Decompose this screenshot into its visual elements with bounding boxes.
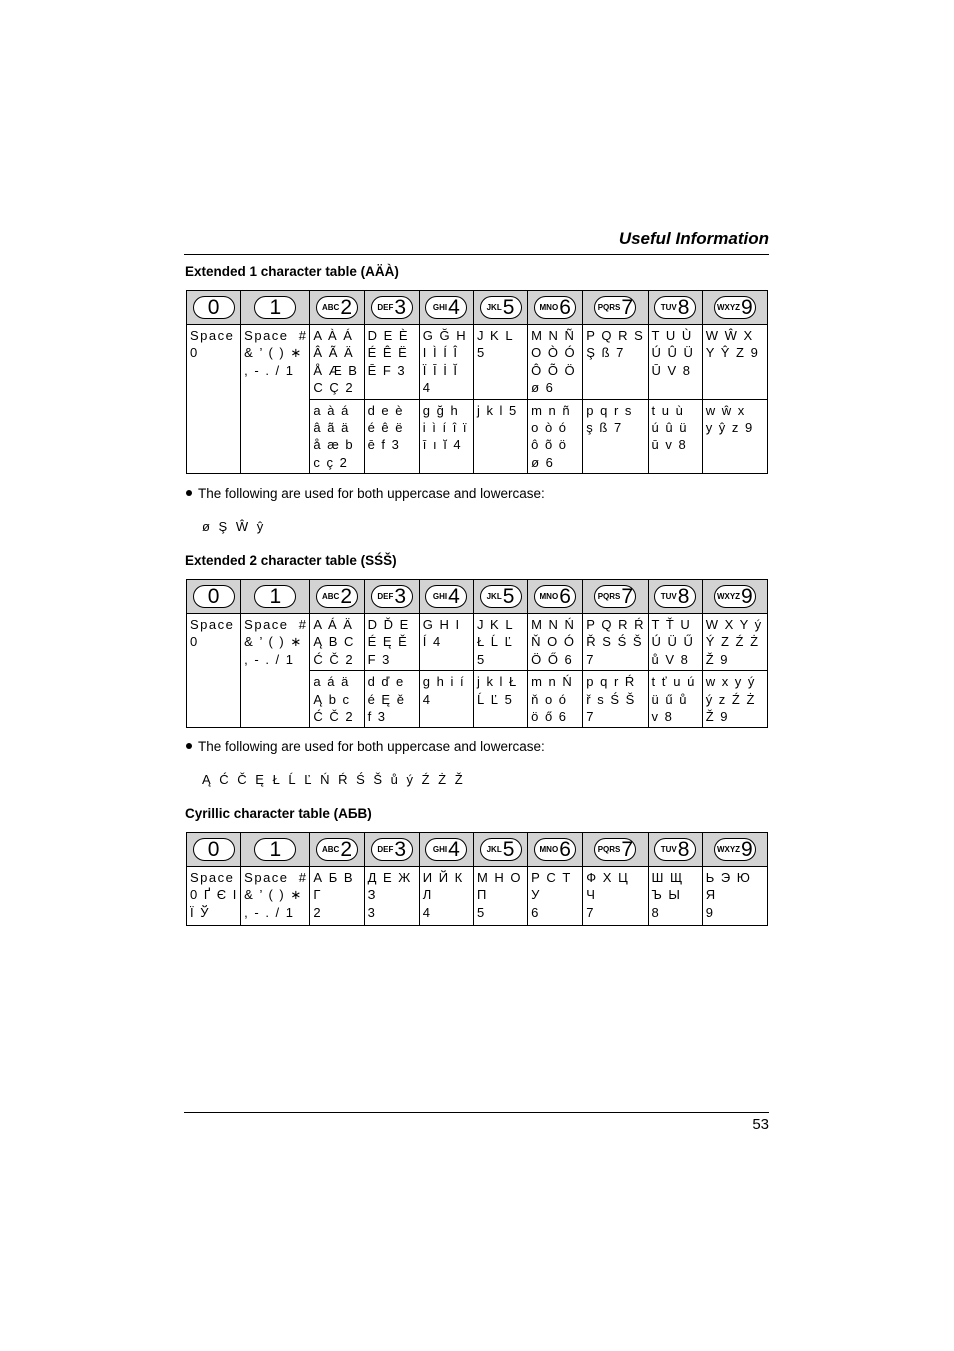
key-cell-6 <box>528 580 583 614</box>
cell-key-5-lower: j k l Ł Ĺ Ľ 5 <box>473 671 527 728</box>
cell-key-3-lower: d e è é ê ë ē f 3 <box>364 399 419 474</box>
cyrillic-character-table <box>186 832 768 926</box>
key-4-icon <box>425 585 467 608</box>
cell-key-5: М Н О П 5 <box>473 867 527 926</box>
page-number: 53 <box>752 1116 769 1133</box>
cell-key-6-upper: M N Ñ O Ò Ó Ô Õ Ö ø 6 <box>528 325 583 400</box>
key-cell-2 <box>310 580 364 614</box>
cell-key-8-upper: T Ť U Ú Ü Ű ů V 8 <box>648 614 702 671</box>
key-digit: 8 <box>677 584 690 608</box>
key-3-icon <box>371 838 413 861</box>
key-cell-4 <box>419 291 473 325</box>
key-letters: JKL <box>486 591 502 601</box>
cell-key-0: Space 0 <box>187 614 241 728</box>
key-cell-4 <box>419 580 473 614</box>
key-4-icon <box>425 838 467 861</box>
cell-key-7: Ф Х Ц Ч 7 <box>583 867 648 926</box>
key-digit: 0 <box>207 837 220 861</box>
key-letters: DEF <box>377 591 394 601</box>
key-digit: 9 <box>741 837 753 861</box>
key-letters: TUV <box>660 844 677 854</box>
table2-shared-characters: Ą Ć Č Ę Ł Ĺ Ľ Ń Ŕ Ś Š ů ý Ź Ż Ž <box>202 772 466 787</box>
key-6-icon <box>534 585 576 608</box>
key-letters: MNO <box>539 844 559 854</box>
note-text: The following are used for both uppercase and lowercase: <box>198 739 545 754</box>
cell-key-7-lower: p q r s ş ß 7 <box>583 399 648 474</box>
cell-key-4-upper: G Ğ H I Ì Í Î Ï Ī İ Ĭ 4 <box>419 325 473 400</box>
key-2-icon <box>316 585 358 608</box>
key-9-icon <box>714 585 756 608</box>
key-0-icon <box>193 296 235 319</box>
key-cell-4 <box>419 833 473 867</box>
cell-key-2: А Б В Г 2 <box>310 867 364 926</box>
key-6-icon <box>534 838 576 861</box>
key-cell-9 <box>702 833 767 867</box>
uppercase-row <box>187 325 768 400</box>
key-row <box>187 833 768 867</box>
key-digit: 5 <box>502 295 515 319</box>
key-3-icon <box>371 585 413 608</box>
key-digit: 7 <box>621 584 634 608</box>
key-cell-9 <box>702 291 767 325</box>
key-digit: 4 <box>448 295 460 319</box>
key-digit: 0 <box>207 584 220 608</box>
cell-key-9-upper: W X Y ý Ý Z Ź Ż Ž 9 <box>702 614 767 671</box>
key-cell-7 <box>583 580 648 614</box>
cell-key-0: Space 0 <box>187 325 241 474</box>
key-cell-1 <box>241 833 310 867</box>
key-letters: ABC <box>321 591 340 601</box>
key-letters: TUV <box>660 591 677 601</box>
key-cell-8 <box>648 291 702 325</box>
table3-title: Cyrillic character table (АБВ) <box>185 806 372 821</box>
key-digit: 3 <box>394 837 407 861</box>
key-cell-6 <box>528 291 583 325</box>
key-letters: GHI <box>432 844 448 854</box>
key-cell-2 <box>310 291 364 325</box>
key-0-icon <box>193 585 235 608</box>
key-letters: PQRS <box>597 591 621 601</box>
key-cell-3 <box>364 580 419 614</box>
page-header <box>184 228 769 255</box>
key-digit: 1 <box>269 295 282 319</box>
key-7-icon <box>594 585 636 608</box>
key-cell-0 <box>187 580 241 614</box>
key-cell-8 <box>648 833 702 867</box>
key-9-icon <box>714 296 756 319</box>
cell-key-4-lower: g ğ h i ì í î ï ī ı ĭ 4 <box>419 399 473 474</box>
cell-key-5-lower: j k l 5 <box>473 399 527 474</box>
key-digit: 2 <box>340 584 352 608</box>
cell-key-9: Ь Э Ю Я 9 <box>702 867 767 926</box>
character-row <box>187 867 768 926</box>
cell-key-2-lower: a à á â ã ä å æ b c ç 2 <box>310 399 364 474</box>
key-letters: TUV <box>660 302 677 312</box>
key-digit: 5 <box>502 837 515 861</box>
cell-key-8-upper: T U Ù Ú Û Ü Ū V 8 <box>648 325 702 400</box>
key-digit: 0 <box>207 295 220 319</box>
cell-key-7-upper: P Q R Ŕ Ř S Ś Š 7 <box>583 614 648 671</box>
cell-key-8-lower: t ť u ú ü ű ů v 8 <box>648 671 702 728</box>
cell-key-2-upper: A À Á Â Ã Ä Å Æ B C Ç 2 <box>310 325 364 400</box>
key-letters: PQRS <box>597 302 621 312</box>
key-digit: 3 <box>394 584 407 608</box>
table1-title: Extended 1 character table (AÄÀ) <box>185 264 399 279</box>
cell-key-4-lower: g h i í 4 <box>419 671 473 728</box>
key-cell-3 <box>364 291 419 325</box>
key-digit: 6 <box>559 837 571 861</box>
table1-note <box>186 486 545 501</box>
bullet-icon <box>186 743 192 749</box>
key-1-icon <box>254 838 296 861</box>
cell-key-9-lower: w ŵ x y ŷ z 9 <box>702 399 767 474</box>
key-5-icon <box>480 838 522 861</box>
cell-key-2-upper: A Á Ä Ą B C Ć Č 2 <box>310 614 364 671</box>
key-letters: WXYZ <box>716 844 741 854</box>
key-3-icon <box>371 296 413 319</box>
cell-key-8: Ш Щ Ъ Ы 8 <box>648 867 702 926</box>
key-digit: 9 <box>741 295 753 319</box>
cell-key-8-lower: t u ù ú û ü ū v 8 <box>648 399 702 474</box>
key-2-icon <box>316 838 358 861</box>
key-7-icon <box>594 838 636 861</box>
key-5-icon <box>480 585 522 608</box>
key-5-icon <box>480 296 522 319</box>
cell-key-9-lower: w x y ý ý z Ź Ż Ž 9 <box>702 671 767 728</box>
key-1-icon <box>254 296 296 319</box>
key-cell-5 <box>473 291 527 325</box>
key-row <box>187 291 768 325</box>
key-digit: 9 <box>741 584 753 608</box>
key-letters: GHI <box>432 302 448 312</box>
key-letters: ABC <box>321 844 340 854</box>
cell-key-3-upper: D Ď E É Ę Ě F 3 <box>364 614 419 671</box>
cell-key-6-lower: m n Ń ň o ó ö ő 6 <box>528 671 583 728</box>
key-letters: WXYZ <box>716 591 741 601</box>
key-1-icon <box>254 585 296 608</box>
cell-key-0: Space 0 Ґ Є І Ї Ў <box>187 867 241 926</box>
key-letters: MNO <box>539 591 559 601</box>
key-7-icon <box>594 296 636 319</box>
bullet-icon <box>186 490 192 496</box>
key-9-icon <box>714 838 756 861</box>
key-digit: 5 <box>502 584 515 608</box>
key-digit: 4 <box>448 837 460 861</box>
key-6-icon <box>534 296 576 319</box>
cell-key-1: Space # & ’ ( ) ∗ , - . / 1 <box>241 614 310 728</box>
key-digit: 7 <box>621 295 634 319</box>
cell-key-9-upper: W Ŵ X Y Ŷ Z 9 <box>702 325 767 400</box>
key-letters: DEF <box>377 302 394 312</box>
cell-key-3-lower: d ď e é Ę ě f 3 <box>364 671 419 728</box>
key-2-icon <box>316 296 358 319</box>
key-digit: 6 <box>559 584 571 608</box>
table2-title: Extended 2 character table (SŚŠ) <box>185 553 397 568</box>
key-cell-0 <box>187 291 241 325</box>
key-digit: 2 <box>340 295 352 319</box>
key-digit: 2 <box>340 837 352 861</box>
extended1-character-table <box>186 290 768 474</box>
key-cell-7 <box>583 833 648 867</box>
cell-key-4-upper: G H I Í 4 <box>419 614 473 671</box>
key-letters: PQRS <box>597 844 621 854</box>
note-text: The following are used for both uppercase and lowercase: <box>198 486 545 501</box>
cell-key-7-lower: p q r Ŕ ř s Ś Š 7 <box>583 671 648 728</box>
key-digit: 4 <box>448 584 460 608</box>
key-digit: 1 <box>269 584 282 608</box>
key-digit: 8 <box>677 295 690 319</box>
key-cell-5 <box>473 580 527 614</box>
page-footer <box>184 1112 769 1133</box>
key-letters: WXYZ <box>716 302 741 312</box>
key-cell-2 <box>310 833 364 867</box>
key-cell-9 <box>702 580 767 614</box>
key-letters: MNO <box>539 302 559 312</box>
cell-key-6-lower: m n ñ o ò ó ô õ ö ø 6 <box>528 399 583 474</box>
key-cell-3 <box>364 833 419 867</box>
header-title: Useful Information <box>618 229 769 248</box>
key-letters: DEF <box>377 844 394 854</box>
key-letters: ABC <box>321 302 340 312</box>
key-0-icon <box>193 838 235 861</box>
cell-key-6-upper: M N Ń Ň O Ó Ö Ő 6 <box>528 614 583 671</box>
table2-note <box>186 739 545 754</box>
key-row <box>187 580 768 614</box>
cell-key-4: И Й К Л 4 <box>419 867 473 926</box>
key-letters: JKL <box>486 302 502 312</box>
key-digit: 3 <box>394 295 407 319</box>
key-8-icon <box>654 296 696 319</box>
cell-key-5-upper: J K L Ł Ĺ Ľ 5 <box>473 614 527 671</box>
cell-key-3: Д Е Ж З 3 <box>364 867 419 926</box>
cell-key-3-upper: D E È É Ê Ë Ē F 3 <box>364 325 419 400</box>
key-digit: 1 <box>269 837 282 861</box>
key-cell-6 <box>528 833 583 867</box>
key-digit: 6 <box>559 295 571 319</box>
table1-shared-characters: ø Ş Ŵ ŷ <box>202 519 266 534</box>
cell-key-6: Р С Т У 6 <box>528 867 583 926</box>
key-cell-8 <box>648 580 702 614</box>
key-letters: JKL <box>486 844 502 854</box>
key-cell-0 <box>187 833 241 867</box>
key-cell-1 <box>241 580 310 614</box>
cell-key-1: Space # & ’ ( ) ∗ , - . / 1 <box>241 325 310 474</box>
key-8-icon <box>654 838 696 861</box>
key-letters: GHI <box>432 591 448 601</box>
key-8-icon <box>654 585 696 608</box>
cell-key-2-lower: a á ä Ą b c Ć Č 2 <box>310 671 364 728</box>
key-cell-5 <box>473 833 527 867</box>
cell-key-5-upper: J K L 5 <box>473 325 527 400</box>
cell-key-1: Space # & ’ ( ) ∗ , - . / 1 <box>241 867 310 926</box>
uppercase-row <box>187 614 768 671</box>
extended2-character-table <box>186 579 768 728</box>
key-digit: 7 <box>621 837 634 861</box>
key-cell-1 <box>241 291 310 325</box>
key-cell-7 <box>583 291 648 325</box>
cell-key-7-upper: P Q R S Ş ß 7 <box>583 325 648 400</box>
key-4-icon <box>425 296 467 319</box>
key-digit: 8 <box>677 837 690 861</box>
